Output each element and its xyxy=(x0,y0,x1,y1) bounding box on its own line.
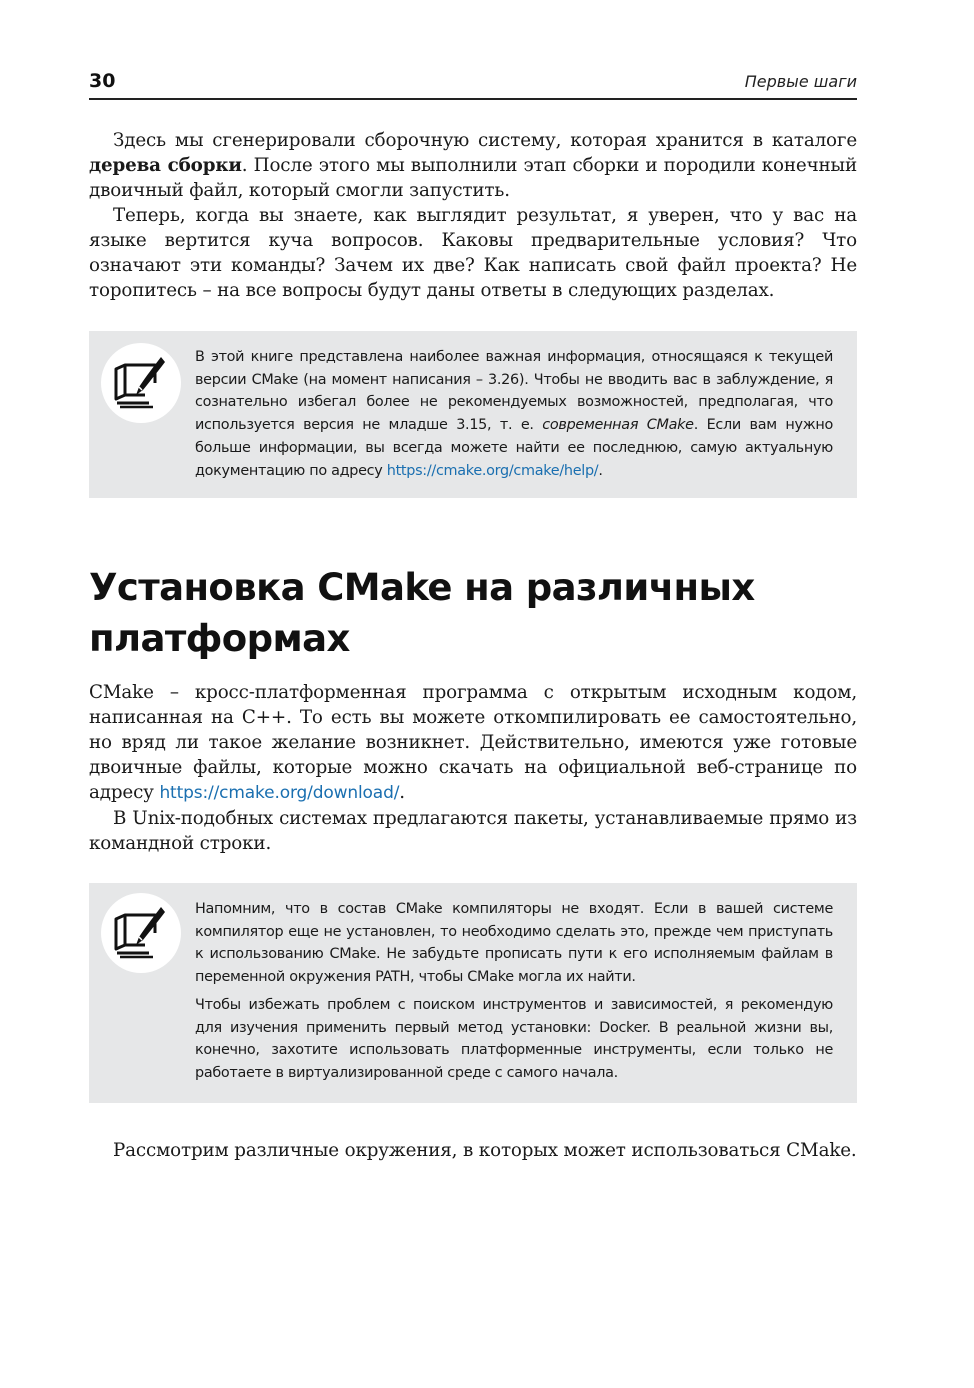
cmake-download-link[interactable]: https://cmake.org/download/ xyxy=(159,783,400,803)
section-paragraph-2: В Unix-подобных системах предлагаются пакеты, устанавливаемые прямо из командной строки. xyxy=(89,808,857,854)
note-pen-icon-svg xyxy=(101,343,181,423)
page-number: 30 xyxy=(89,70,116,92)
closing-paragraph: Рассмотрим различные окружения, в которых может использоваться CMake. xyxy=(113,1140,857,1161)
intro-paragraph-1 xyxy=(89,128,857,203)
note-2-paragraph-1: Напомним, что в состав CMake компиляторы не входят. Если в вашей системе компилятор еще не установлен, то необходимо сделать это, прежде чем приступать к использованию CMake. Не забудьте прописать пути к его исполняемым файлам в переменной окружения PATH, чтобы CMake могла их найти. xyxy=(195,901,833,986)
page-header xyxy=(89,68,857,100)
intro-p1-bold-term: дерева сборки xyxy=(89,155,242,176)
section-text xyxy=(89,680,857,856)
closing-text xyxy=(89,1138,857,1163)
note-1-italic-term: современная CMake xyxy=(542,417,694,434)
cmake-help-link[interactable]: https://cmake.org/cmake/help/ xyxy=(386,462,599,479)
section-heading: Установка CMake на различных платформах xyxy=(89,566,755,660)
section-p1-text: CMake – кросс-платформенная программа с открытым исходным кодом, написанная на C++. То есть вы можете откомпилировать ее самостоятельно, но вряд ли такое желание возникнет. Действительно, имеются уже готовые двоичные файлы, которые можно скачать на официальной веб-странице по адресу xyxy=(89,682,857,803)
running-title: Первые шаги xyxy=(744,72,857,91)
intro-p1-text: Здесь мы сгенерировали сборочную систему, которая хранится в каталоге xyxy=(113,130,857,151)
section-p1-text-end: . xyxy=(399,782,405,803)
note-1-paragraph xyxy=(195,346,833,482)
note-1-text-start: В этой книге представлена наиболее важная информация, относящаяся к текущей версии CMake (на момент написания – 3.26). Чтобы не вводить вас в заблуждение, я сознательно избегал более не рекомендуемых возможностей, предполагая, что используется версия не младше 3.15, т. е. xyxy=(195,349,833,434)
intro-text xyxy=(89,128,857,303)
note-1-text-middle: . Если вам нужно больше информации, вы всегда можете найти ее последнюю, самую актуальную документацию по адресу xyxy=(195,417,833,479)
intro-paragraph-2: Теперь, когда вы знаете, как выглядит результат, я уверен, что у вас на языке вертится куча вопросов. Каковы предварительные условия? Что означают эти команды? Зачем их две? Как написать свой файл проекта? Не торопитесь – на все вопросы будут даны ответы в следующих разделах. xyxy=(89,205,857,301)
note-box-1 xyxy=(89,331,857,498)
note-pen-icon-svg xyxy=(101,893,181,973)
note-pen-icon xyxy=(101,343,181,423)
note-2-text xyxy=(195,898,833,1085)
intro-p1-text-end: . После этого мы выполнили этап сборки и породили конечный двоичный файл, который смогли запустить. xyxy=(89,155,857,201)
note-1-text-end: . xyxy=(598,462,603,479)
note-1-text xyxy=(195,346,833,482)
section-paragraph-1 xyxy=(89,680,857,806)
note-box-2 xyxy=(89,883,857,1103)
note-2-paragraph-2: Чтобы избежать проблем с поиском инструментов и зависимостей, я рекомендую для изучения применить первый метод установки: Docker. В реальной жизни вы, конечно, захотите использовать платформенные инструменты, если только не работаете в виртуализированной среде с самого начала. xyxy=(195,996,833,1081)
note-pen-icon xyxy=(101,893,181,973)
